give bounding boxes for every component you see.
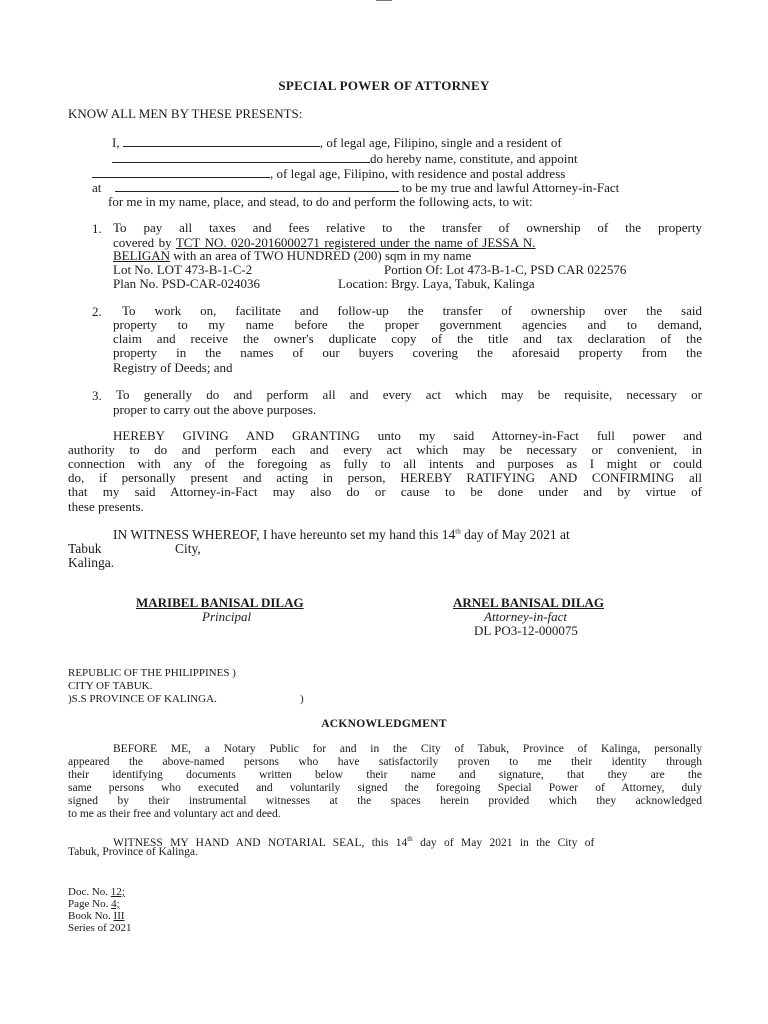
grant-line-2: do hereby name, constitute, and appoint [112,151,578,167]
principal-name-blank [123,135,320,147]
item-1-line-1: To pay all taxes and fees relative to the transfer of ownership of the property [113,220,702,235]
item-2-line-1: To work on, facilitate and follow-up the transfer of ownership over the said [122,303,702,318]
lot-number: Lot No. LOT 473-B-1-C-2 [113,262,253,277]
grant-line-5: for me in my name, place, and stead, to do and perform the following acts, to wit: [108,194,533,209]
witness-line-1: IN WITNESS WHEREOF, I have hereunto set my hand this 14th day of May 2021 at [113,527,570,542]
witness-line-2b: City, [175,541,201,556]
witness-line-3: Kalinga. [68,555,115,570]
hereby-line-1: HEREBY GIVING AND GRANTING unto my said Attorney-in-Fact full power and [113,428,702,443]
acknowledgment-heading: ACKNOWLEDGMENT [321,718,447,730]
grant-line-3: , of legal age, Filipino, with residence and postal address [92,166,565,182]
principal-role: Principal [202,609,252,624]
hereby-line-5: that my said Attorney-in-Fact may also do or cause to be done under and by virtue of [68,484,702,499]
ack-line-2: appeared the above-named persons who have satisfactorily proven to me their identity through [68,756,702,768]
venue-line-3: )S.S PROVINCE OF KALINGA. [68,693,217,705]
attorney-role: Attorney-in-fact [484,609,568,624]
residence-blank [112,151,370,163]
series-year: Series of 2021 [68,922,132,934]
venue-line-1: REPUBLIC OF THE PHILIPPINES ) [68,667,236,679]
attorney-name-blank [92,166,270,178]
document-title: SPECIAL POWER OF ATTORNEY [278,78,490,93]
property-location: Location: Brgy. Laya, Tabuk, Kalinga [338,276,535,291]
grant-line-4: at to be my true and lawful Attorney-in-Fact [92,180,620,195]
intro-line: KNOW ALL MEN BY THESE PRESENTS: [68,106,303,121]
notarial-seal-line-2: Tabuk, Province of Kalinga. [68,846,198,858]
book-number: Book No. III [68,910,125,922]
ack-line-4: same persons who executed and voluntarily signed the foregoing Special Power of Attorney, duly [68,782,702,794]
ack-line-1: BEFORE ME, a Notary Public for and in the City of Tabuk, Province of Kalinga, personally [113,743,702,755]
ack-line-5: signed by their instrumental witnesses at the spaces herein provided which they acknowledged [68,795,702,807]
doc-number: Doc. No. 12; [68,886,125,898]
ack-line-6: to me as their free and voluntary act and deed. [68,808,281,820]
hereby-line-3: connection with any of the foregoing as fully to all intents and purposes as I might or could [68,456,702,471]
item-2-line-2: property to my name before the proper government agencies and to demand, [113,317,702,332]
hereby-line-4: do, if personally present and acting in person, HEREBY RATIFYING AND CONFIRMING all [68,470,702,485]
page-top-mark [376,0,392,1]
item-3-line-2: proper to carry out the above purposes. [113,402,317,417]
page-number: Page No. 4; [68,898,120,910]
item-3-number: 3. [92,388,102,403]
item-1-line-2: covered by TCT NO. 020-2016000271 registered under the name of JESSA N. [113,235,536,250]
item-1-line-3: BELIGAN with an area of TWO HUNDRED (200) sqm in my name [113,248,472,263]
ack-line-3: their identifying documents written below their name and signature, that they are the [68,769,702,781]
grant-line-1: I, , of legal age, Filipino, single and a resident of [112,135,562,150]
item-2-line-5: Registry of Deeds; and [113,360,233,375]
item-2-line-4: property in the names of our buyers covering the aforesaid property from the [113,345,702,360]
hereby-line-2: authority to do and perform each and every act which may be necessary or convenient, in [68,442,702,457]
principal-name: MARIBEL BANISAL DILAG [136,595,304,610]
item-2-line-3: claim and receive the owner's duplicate copy of the title and tax declaration of the [113,331,702,346]
venue-line-2: CITY OF TABUK. [68,680,153,692]
lot-portion: Portion Of: Lot 473-B-1-C, PSD CAR 022576 [384,262,627,277]
venue-line-3-paren: ) [300,693,304,705]
item-2-number: 2. [92,304,102,319]
plan-number: Plan No. PSD-CAR-024036 [113,276,260,291]
address-blank [115,180,399,192]
hereby-line-6: these presents. [68,499,144,514]
attorney-dl: DL PO3-12-000075 [474,623,578,638]
attorney-name: ARNEL BANISAL DILAG [453,595,604,610]
witness-line-2a: Tabuk [68,541,102,556]
notarial-seal-line-1: WITNESS MY HAND AND NOTARIAL SEAL, this 14th day of May 2021 in the City of [113,835,595,849]
item-3-line-1: To generally do and perform all and every act which may be requisite, necessary or [116,387,702,402]
item-1-number: 1. [92,221,102,236]
